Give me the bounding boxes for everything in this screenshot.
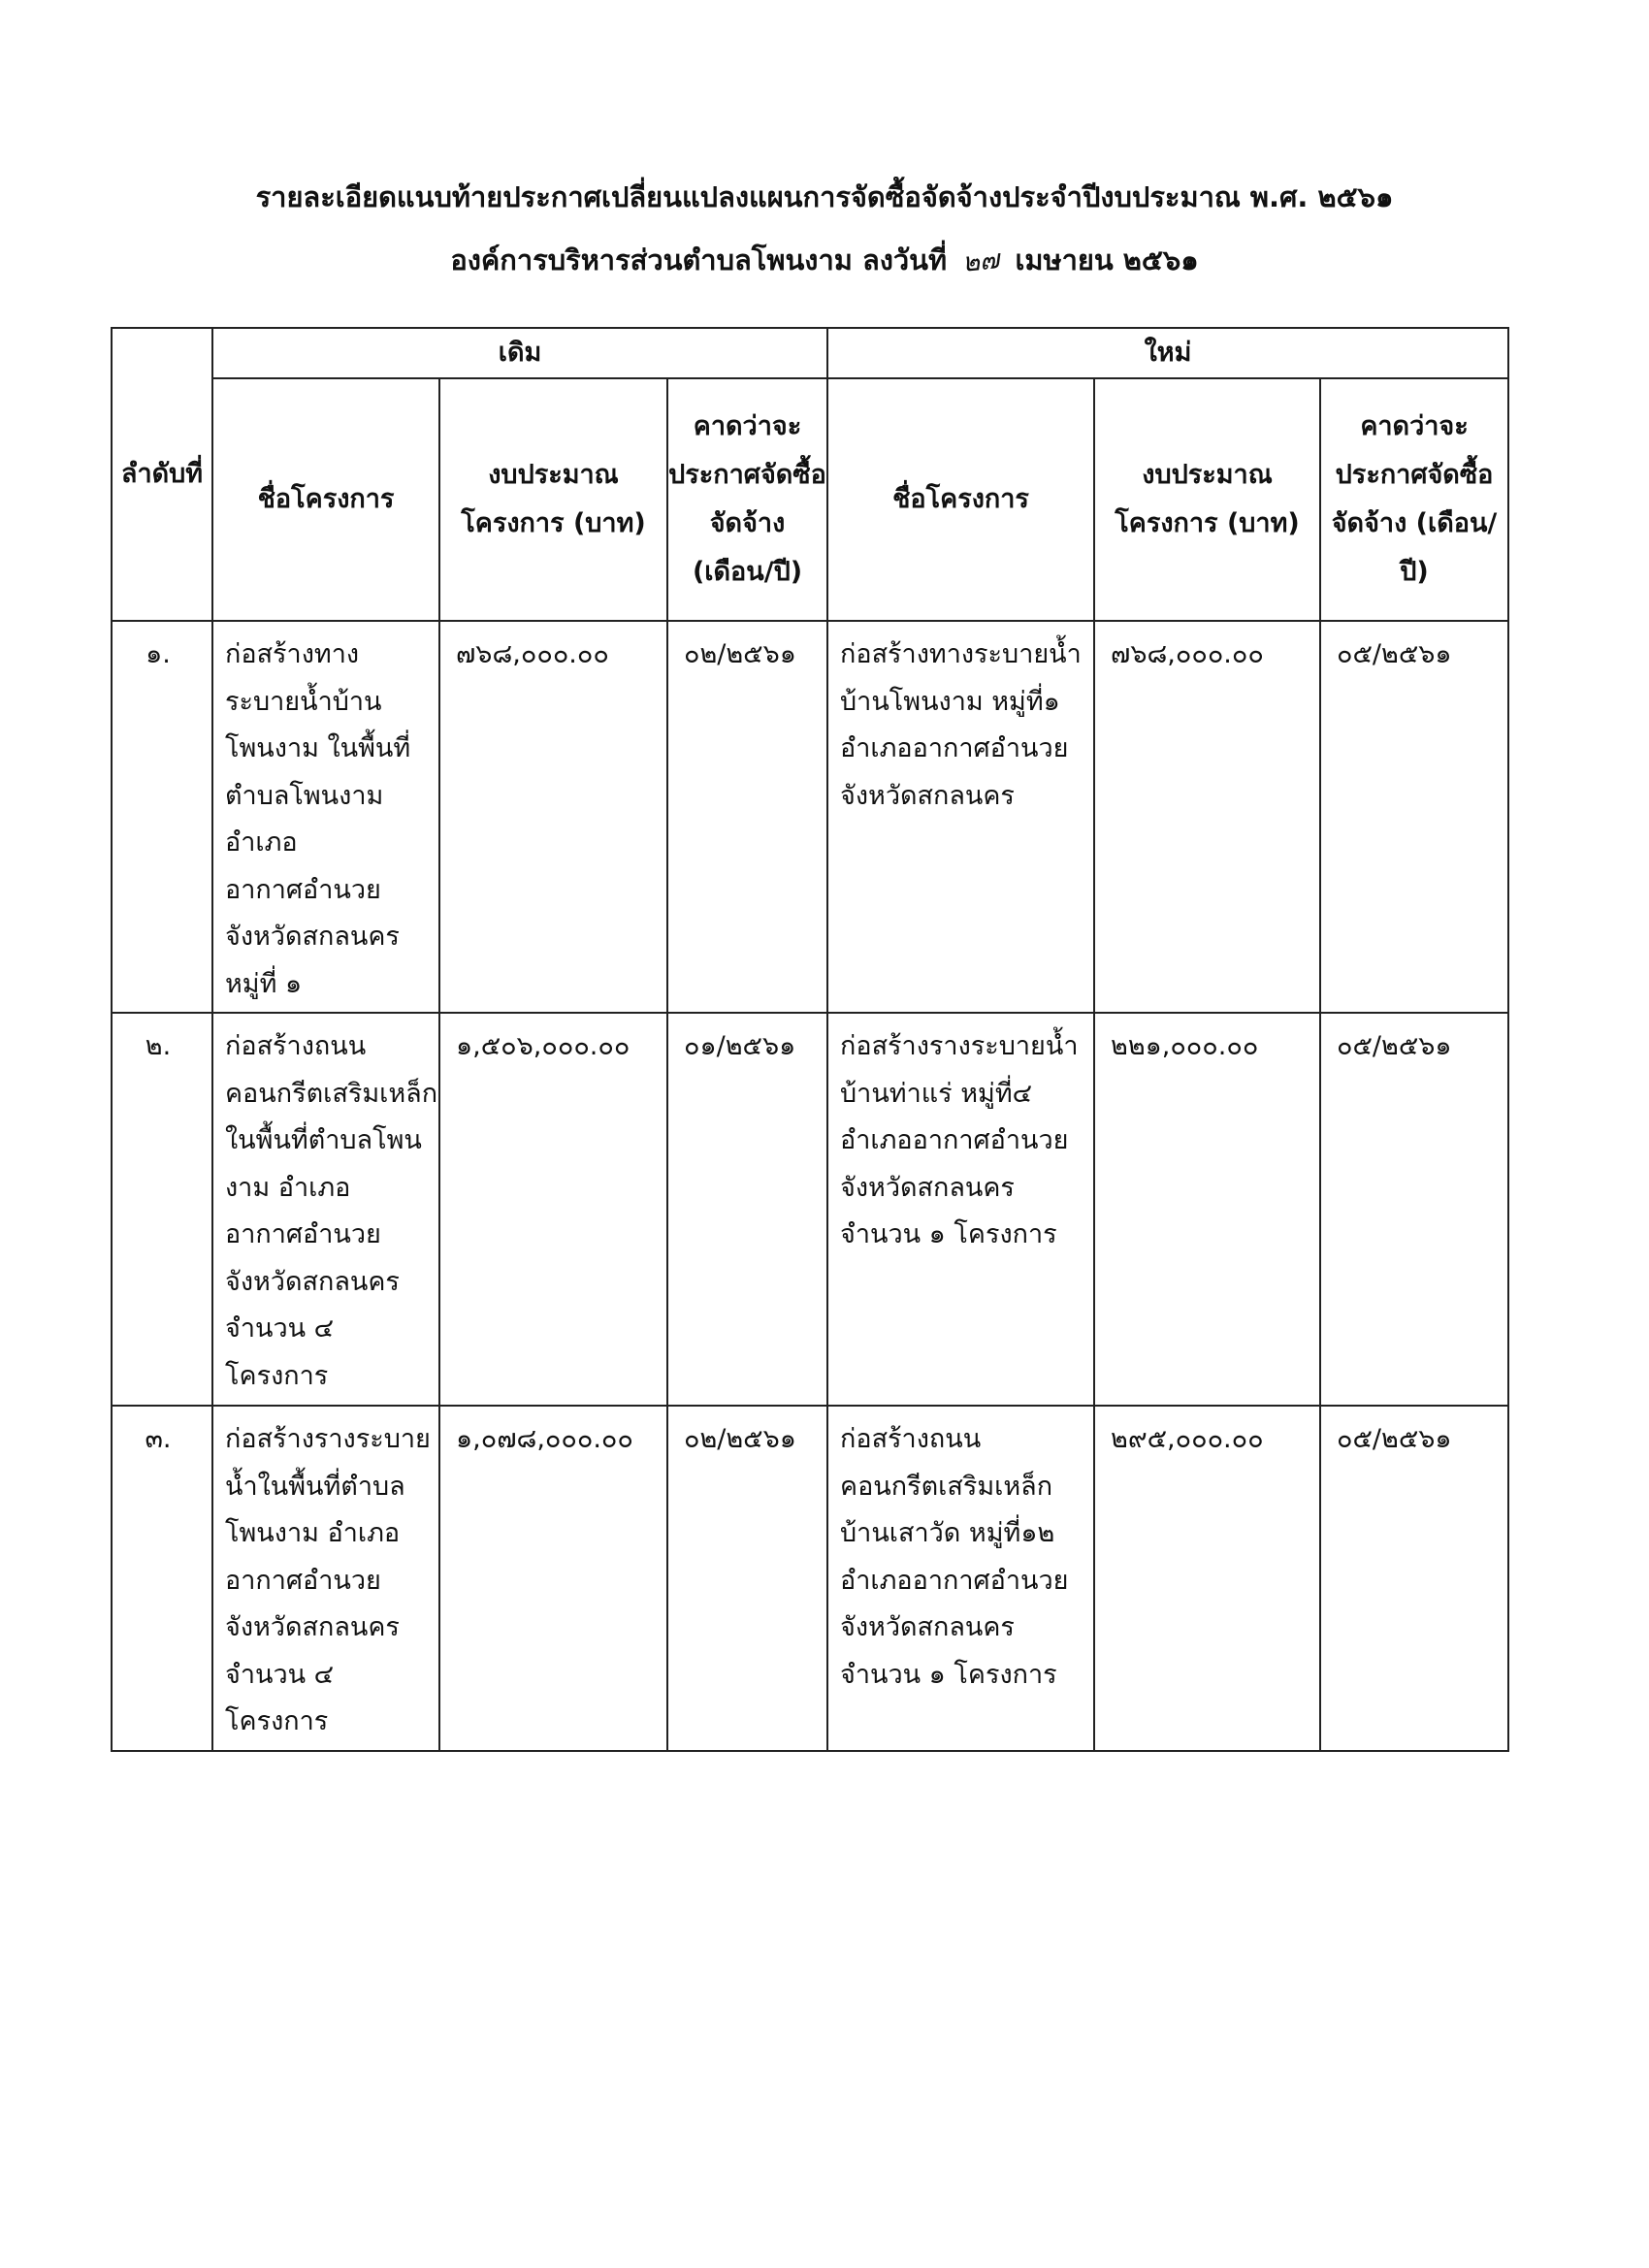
table-row: [112, 1013, 1508, 1406]
document-title: รายละเอียดแนบท้ายประกาศเปลี่ยนแปลงแผนการจัดซื้อจัดจ้างประจำปีงบประมาณ พ.ศ. ๒๕๖๑: [255, 180, 1394, 213]
subtitle-suffix: เมษายน ๒๕๖๑: [1015, 243, 1199, 276]
row-new-name: ก่อสร้างรางระบายน้ำบ้านท่าแร่ หมู่ที่๔ อำเภออากาศอำนวย จังหวัดสกลนคร จำนวน ๑ โครงการ: [827, 1013, 1094, 1406]
header-new-date: คาดว่าจะประกาศจัดซื้อจัดจ้าง (เดือน/ปี): [1320, 378, 1508, 621]
row-new-date: ๐๕/๒๕๖๑: [1320, 621, 1508, 1013]
header-old-budget: งบประมาณโครงการ (บาท): [439, 378, 667, 621]
row-new-budget: ๒๙๕,๐๐๐.๐๐: [1094, 1406, 1320, 1751]
header-old-date: คาดว่าจะประกาศจัดซื้อจัดจ้าง (เดือน/ปี): [667, 378, 827, 621]
row-seq: ๑.: [112, 621, 212, 1013]
row-seq: ๓.: [112, 1406, 212, 1751]
row-old-name: ก่อสร้างรางระบายน้ำในพื้นที่ตำบลโพนงาม อำเภออากาศอำนวย จังหวัดสกลนคร จำนวน ๔ โครงการ: [212, 1406, 439, 1751]
header-group-old: เดิม: [212, 328, 827, 378]
header-old-name: ชื่อโครงการ: [212, 378, 439, 621]
row-old-name: ก่อสร้างทางระบายน้ำบ้านโพนงาม ในพื้นที่ตำบลโพนงาม อำเภออากาศอำนวย จังหวัดสกลนคร หมู่ที่ ๑: [212, 621, 439, 1013]
row-old-budget: ๑,๕๐๖,๐๐๐.๐๐: [439, 1013, 667, 1406]
row-old-date: ๐๒/๒๕๖๑: [667, 1406, 827, 1751]
row-old-date: ๐๒/๒๕๖๑: [667, 621, 827, 1013]
row-seq: ๒.: [112, 1013, 212, 1406]
document-subtitle: [0, 238, 1649, 282]
row-old-budget: ๗๖๘,๐๐๐.๐๐: [439, 621, 667, 1013]
row-old-date: ๐๑/๒๕๖๑: [667, 1013, 827, 1406]
header-new-name: ชื่อโครงการ: [827, 378, 1094, 621]
row-new-name: ก่อสร้างถนนคอนกรีตเสริมเหล็กบ้านเสาวัด หมู่ที่๑๒ อำเภออากาศอำนวย จังหวัดสกลนคร จำนวน ๑ โครงการ: [827, 1406, 1094, 1751]
procurement-change-table: [111, 327, 1509, 1752]
header-seq: ลำดับที่: [112, 328, 212, 621]
row-new-date: ๐๕/๒๕๖๑: [1320, 1013, 1508, 1406]
subtitle-prefix: องค์การบริหารส่วนตำบลโพนงาม ลงวันที่: [450, 243, 948, 276]
row-old-name: ก่อสร้างถนนคอนกรีตเสริมเหล็กในพื้นที่ตำบลโพนงาม อำเภออากาศอำนวย จังหวัดสกลนคร จำนวน ๔ โครงการ: [212, 1013, 439, 1406]
table-row: [112, 1406, 1508, 1751]
row-new-budget: ๗๖๘,๐๐๐.๐๐: [1094, 621, 1320, 1013]
handwritten-day: ๒๗: [960, 244, 1001, 278]
header-group-new: ใหม่: [827, 328, 1508, 378]
row-new-date: ๐๕/๒๕๖๑: [1320, 1406, 1508, 1751]
row-old-budget: ๑,๐๗๘,๐๐๐.๐๐: [439, 1406, 667, 1751]
table-row: [112, 621, 1508, 1013]
header-new-budget: งบประมาณโครงการ (บาท): [1094, 378, 1320, 621]
row-new-name: ก่อสร้างทางระบายน้ำบ้านโพนงาม หมู่ที่๑ อำเภออากาศอำนวย จังหวัดสกลนคร: [827, 621, 1094, 1013]
row-new-budget: ๒๒๑,๐๐๐.๐๐: [1094, 1013, 1320, 1406]
